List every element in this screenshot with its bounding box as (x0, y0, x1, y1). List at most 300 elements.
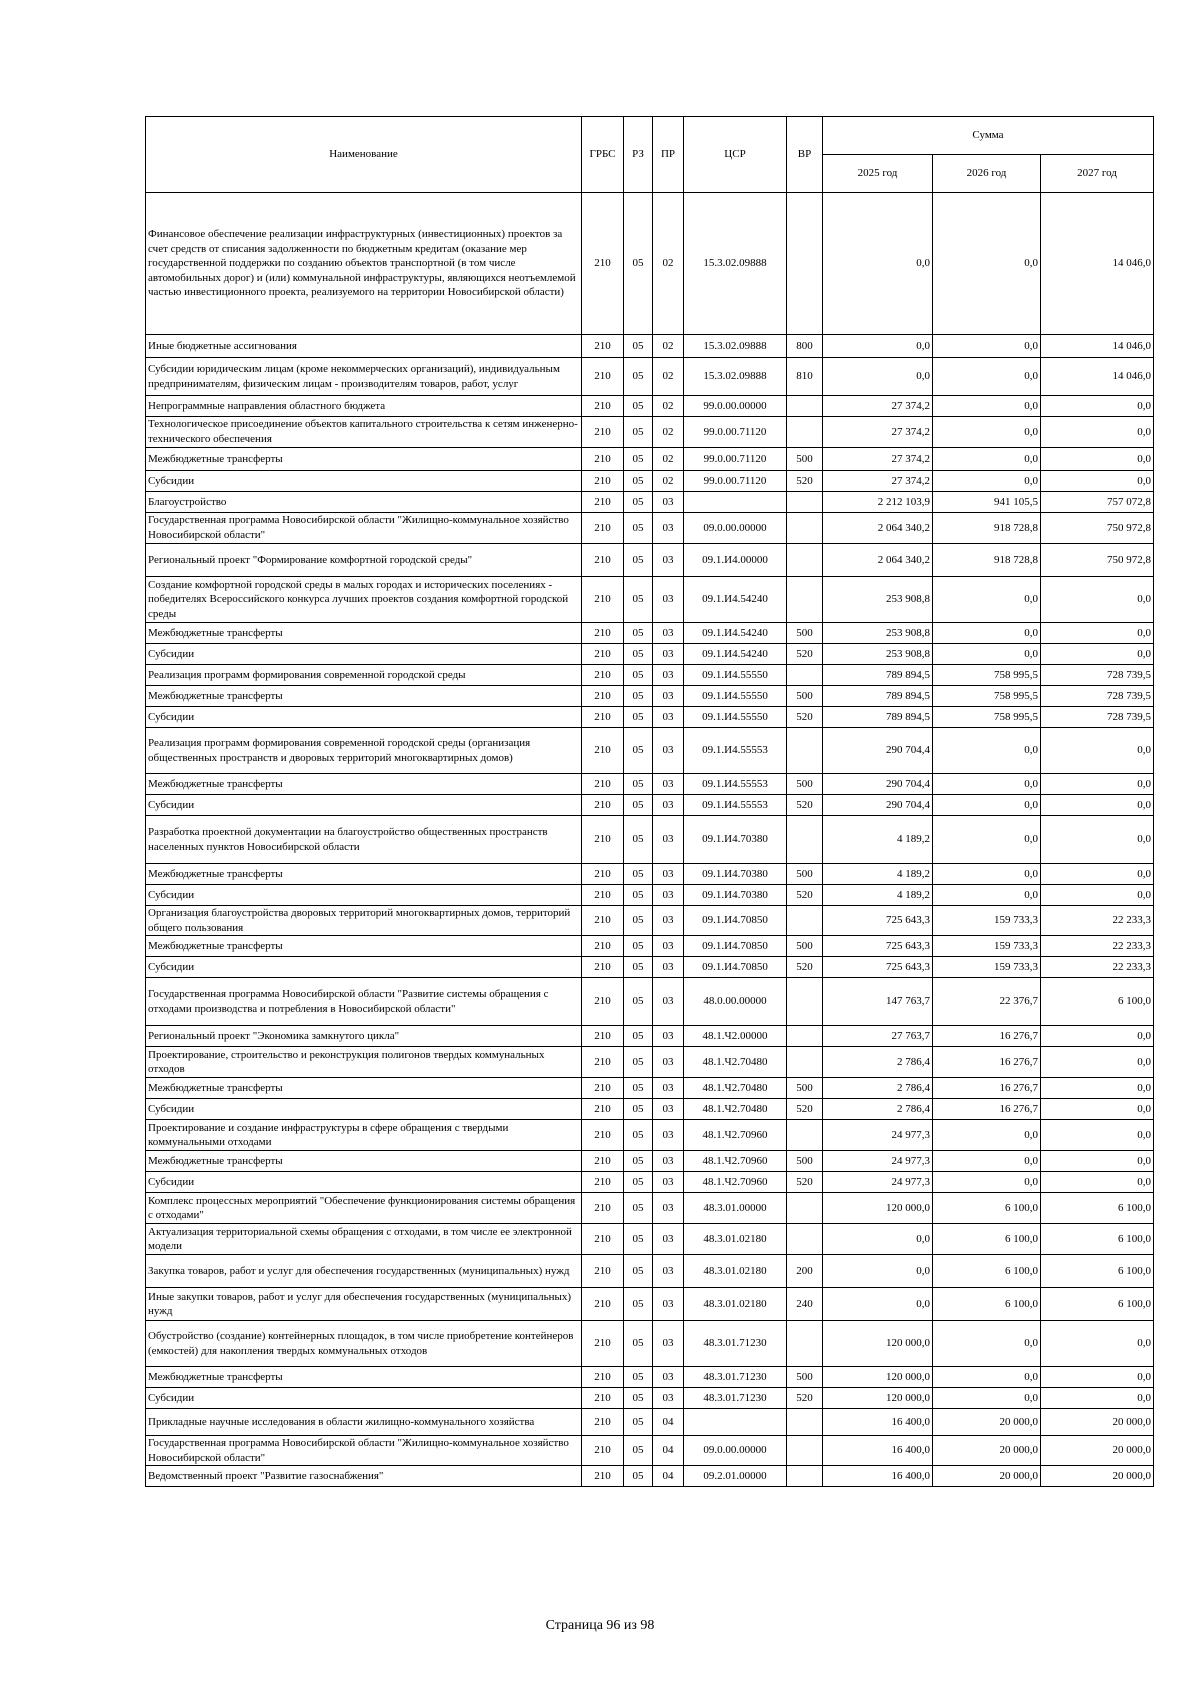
cell-csr: 99.0.00.71120 (684, 448, 787, 471)
cell-s2025: 16 400,0 (823, 1466, 933, 1487)
cell-pr: 03 (653, 936, 684, 957)
cell-name: Актуализация территориальной схемы обращения с отходами, в том числе ее электронной модели (146, 1224, 582, 1255)
cell-s2026: 16 276,7 (933, 1078, 1041, 1099)
cell-pr: 03 (653, 665, 684, 686)
table-body (146, 193, 1154, 1487)
cell-csr: 09.1.И4.70380 (684, 885, 787, 906)
cell-vr: 500 (787, 774, 823, 795)
cell-s2025: 2 064 340,2 (823, 513, 933, 544)
cell-s2027: 6 100,0 (1041, 1255, 1154, 1288)
cell-vr (787, 1193, 823, 1224)
cell-name: Непрограммные направления областного бюджета (146, 396, 582, 417)
cell-csr: 15.3.02.09888 (684, 335, 787, 358)
cell-csr: 09.1.И4.55550 (684, 665, 787, 686)
cell-name: Закупка товаров, работ и услуг для обеспечения государственных (муниципальных) нужд (146, 1255, 582, 1288)
cell-rz: 05 (624, 1224, 653, 1255)
cell-s2026: 0,0 (933, 1172, 1041, 1193)
cell-vr: 200 (787, 1255, 823, 1288)
cell-pr: 02 (653, 448, 684, 471)
cell-pr: 04 (653, 1466, 684, 1487)
cell-rz: 05 (624, 1367, 653, 1388)
cell-s2026: 0,0 (933, 577, 1041, 623)
cell-csr: 09.0.00.00000 (684, 1436, 787, 1466)
cell-s2026: 0,0 (933, 193, 1041, 335)
cell-s2027: 20 000,0 (1041, 1409, 1154, 1436)
cell-vr (787, 978, 823, 1026)
cell-rz: 05 (624, 335, 653, 358)
cell-csr: 48.1.Ч2.70480 (684, 1047, 787, 1078)
cell-vr: 500 (787, 623, 823, 644)
cell-s2027: 0,0 (1041, 1099, 1154, 1120)
cell-s2026: 941 105,5 (933, 492, 1041, 513)
table-row (146, 728, 1154, 774)
cell-name: Субсидии (146, 1388, 582, 1409)
cell-rz: 05 (624, 1288, 653, 1321)
cell-grbs: 210 (582, 492, 624, 513)
cell-s2025: 290 704,4 (823, 774, 933, 795)
cell-name: Иные закупки товаров, работ и услуг для обеспечения государственных (муниципальных) нужд (146, 1288, 582, 1321)
cell-rz: 05 (624, 978, 653, 1026)
cell-pr: 03 (653, 492, 684, 513)
cell-vr (787, 1224, 823, 1255)
cell-pr: 03 (653, 1288, 684, 1321)
cell-name: Ведомственный проект "Развитие газоснабжения" (146, 1466, 582, 1487)
cell-rz: 05 (624, 1172, 653, 1193)
cell-vr (787, 513, 823, 544)
cell-s2026: 6 100,0 (933, 1255, 1041, 1288)
cell-s2025: 27 374,2 (823, 417, 933, 448)
cell-s2027: 0,0 (1041, 396, 1154, 417)
cell-s2026: 918 728,8 (933, 544, 1041, 577)
cell-name: Межбюджетные трансферты (146, 774, 582, 795)
cell-vr (787, 816, 823, 864)
table-row (146, 864, 1154, 885)
cell-csr: 15.3.02.09888 (684, 193, 787, 335)
cell-csr (684, 492, 787, 513)
cell-name: Субсидии юридическим лицам (кроме некоммерческих организаций), индивидуальным предпринимателям, физическим лицам - производителям товаров, работ, услуг (146, 358, 582, 396)
cell-name: Межбюджетные трансферты (146, 1151, 582, 1172)
table-row (146, 1255, 1154, 1288)
table-row (146, 1193, 1154, 1224)
cell-rz: 05 (624, 417, 653, 448)
cell-vr: 500 (787, 686, 823, 707)
cell-name: Реализация программ формирования современной городской среды (146, 665, 582, 686)
cell-grbs: 210 (582, 1436, 624, 1466)
cell-s2027: 6 100,0 (1041, 978, 1154, 1026)
cell-csr: 09.1.И4.70380 (684, 816, 787, 864)
cell-s2026: 758 995,5 (933, 686, 1041, 707)
table-row (146, 1099, 1154, 1120)
cell-s2026: 0,0 (933, 728, 1041, 774)
cell-rz: 05 (624, 193, 653, 335)
cell-s2026: 6 100,0 (933, 1224, 1041, 1255)
cell-grbs: 210 (582, 816, 624, 864)
cell-s2026: 0,0 (933, 1151, 1041, 1172)
header-name: Наименование (146, 117, 582, 193)
cell-s2027: 6 100,0 (1041, 1224, 1154, 1255)
cell-s2027: 0,0 (1041, 1078, 1154, 1099)
cell-pr: 03 (653, 957, 684, 978)
cell-grbs: 210 (582, 978, 624, 1026)
cell-pr: 03 (653, 795, 684, 816)
cell-s2026: 0,0 (933, 471, 1041, 492)
cell-rz: 05 (624, 728, 653, 774)
cell-s2026: 758 995,5 (933, 665, 1041, 686)
cell-s2027: 0,0 (1041, 417, 1154, 448)
cell-s2027: 0,0 (1041, 1026, 1154, 1047)
cell-pr: 04 (653, 1409, 684, 1436)
cell-s2027: 0,0 (1041, 448, 1154, 471)
cell-csr: 48.3.01.02180 (684, 1224, 787, 1255)
table-row (146, 644, 1154, 665)
cell-vr: 520 (787, 957, 823, 978)
table-row (146, 1288, 1154, 1321)
header-year-2027: 2027 год (1041, 155, 1154, 193)
cell-pr: 03 (653, 1255, 684, 1288)
cell-s2026: 0,0 (933, 448, 1041, 471)
cell-s2025: 290 704,4 (823, 795, 933, 816)
table-row (146, 1047, 1154, 1078)
cell-s2027: 0,0 (1041, 1367, 1154, 1388)
cell-grbs: 210 (582, 936, 624, 957)
cell-rz: 05 (624, 686, 653, 707)
cell-vr: 520 (787, 1099, 823, 1120)
cell-s2026: 0,0 (933, 1388, 1041, 1409)
cell-pr: 03 (653, 1047, 684, 1078)
cell-s2027: 0,0 (1041, 1388, 1154, 1409)
cell-csr: 09.1.И4.70850 (684, 906, 787, 936)
cell-csr: 48.3.01.02180 (684, 1255, 787, 1288)
cell-s2026: 0,0 (933, 864, 1041, 885)
cell-grbs: 210 (582, 358, 624, 396)
cell-name: Благоустройство (146, 492, 582, 513)
header-vr: ВР (787, 117, 823, 193)
table-row (146, 1436, 1154, 1466)
cell-csr: 48.3.01.71230 (684, 1321, 787, 1367)
cell-s2027: 6 100,0 (1041, 1193, 1154, 1224)
cell-csr: 99.0.00.00000 (684, 396, 787, 417)
cell-vr (787, 544, 823, 577)
cell-s2025: 0,0 (823, 1288, 933, 1321)
cell-csr: 09.1.И4.54240 (684, 623, 787, 644)
table-row (146, 957, 1154, 978)
cell-pr: 03 (653, 544, 684, 577)
cell-grbs: 210 (582, 417, 624, 448)
cell-s2026: 159 733,3 (933, 906, 1041, 936)
cell-grbs: 210 (582, 448, 624, 471)
cell-s2025: 725 643,3 (823, 936, 933, 957)
cell-s2027: 0,0 (1041, 885, 1154, 906)
cell-grbs: 210 (582, 1193, 624, 1224)
cell-name: Государственная программа Новосибирской области "Жилищно-коммунальное хозяйство Новосибирской области" (146, 1436, 582, 1466)
cell-rz: 05 (624, 885, 653, 906)
cell-grbs: 210 (582, 665, 624, 686)
cell-rz: 05 (624, 1388, 653, 1409)
cell-s2025: 24 977,3 (823, 1120, 933, 1151)
cell-pr: 02 (653, 358, 684, 396)
cell-pr: 03 (653, 577, 684, 623)
cell-csr: 09.1.И4.70380 (684, 864, 787, 885)
cell-grbs: 210 (582, 335, 624, 358)
cell-vr: 520 (787, 885, 823, 906)
cell-rz: 05 (624, 513, 653, 544)
cell-s2027: 0,0 (1041, 1047, 1154, 1078)
cell-vr: 810 (787, 358, 823, 396)
cell-s2027: 750 972,8 (1041, 544, 1154, 577)
cell-name: Межбюджетные трансферты (146, 1367, 582, 1388)
cell-s2027: 0,0 (1041, 816, 1154, 864)
cell-s2025: 24 977,3 (823, 1151, 933, 1172)
cell-grbs: 210 (582, 1367, 624, 1388)
header-sum: Сумма (823, 117, 1154, 155)
cell-s2025: 725 643,3 (823, 957, 933, 978)
cell-rz: 05 (624, 577, 653, 623)
cell-s2026: 22 376,7 (933, 978, 1041, 1026)
cell-s2025: 0,0 (823, 1255, 933, 1288)
cell-rz: 05 (624, 665, 653, 686)
table-row (146, 795, 1154, 816)
table-row (146, 774, 1154, 795)
cell-csr: 48.3.01.00000 (684, 1193, 787, 1224)
cell-pr: 03 (653, 1120, 684, 1151)
cell-rz: 05 (624, 1193, 653, 1224)
cell-s2025: 253 908,8 (823, 577, 933, 623)
cell-grbs: 210 (582, 957, 624, 978)
cell-grbs: 210 (582, 906, 624, 936)
cell-name: Финансовое обеспечение реализации инфраструктурных (инвестиционных) проектов за счет средств от списания задолженности по бюджетным кредитам (оказание мер государственной поддержки по созданию объектов транспортной (в том числе автомобильных дорог) и (или) коммунальной инфраструктуры, являющихся неотъемлемой частью инвестиционного проекта, реализуемого на территории Новосибирской области) (146, 193, 582, 335)
cell-s2025: 0,0 (823, 335, 933, 358)
table-row (146, 978, 1154, 1026)
cell-pr: 02 (653, 396, 684, 417)
cell-s2025: 120 000,0 (823, 1388, 933, 1409)
table-row (146, 1120, 1154, 1151)
cell-s2025: 290 704,4 (823, 728, 933, 774)
cell-pr: 03 (653, 1078, 684, 1099)
cell-name: Субсидии (146, 1099, 582, 1120)
header-csr: ЦСР (684, 117, 787, 193)
cell-rz: 05 (624, 957, 653, 978)
cell-pr: 03 (653, 686, 684, 707)
cell-rz: 05 (624, 774, 653, 795)
cell-csr: 99.0.00.71120 (684, 471, 787, 492)
cell-vr (787, 1120, 823, 1151)
cell-s2027: 0,0 (1041, 795, 1154, 816)
cell-grbs: 210 (582, 1409, 624, 1436)
cell-rz: 05 (624, 1255, 653, 1288)
cell-grbs: 210 (582, 396, 624, 417)
cell-vr: 500 (787, 448, 823, 471)
cell-name: Проектирование, строительство и реконструкция полигонов твердых коммунальных отходов (146, 1047, 582, 1078)
cell-csr: 48.3.01.71230 (684, 1367, 787, 1388)
cell-s2026: 758 995,5 (933, 707, 1041, 728)
cell-grbs: 210 (582, 1321, 624, 1367)
cell-grbs: 210 (582, 471, 624, 492)
cell-s2025: 2 786,4 (823, 1078, 933, 1099)
cell-s2025: 253 908,8 (823, 644, 933, 665)
cell-rz: 05 (624, 358, 653, 396)
cell-name: Межбюджетные трансферты (146, 448, 582, 471)
cell-s2027: 0,0 (1041, 728, 1154, 774)
cell-name: Субсидии (146, 885, 582, 906)
table-row (146, 1078, 1154, 1099)
table-row (146, 417, 1154, 448)
cell-s2026: 16 276,7 (933, 1047, 1041, 1078)
table-row (146, 816, 1154, 864)
cell-vr (787, 1026, 823, 1047)
cell-vr: 520 (787, 1388, 823, 1409)
cell-vr (787, 1409, 823, 1436)
table-row (146, 1151, 1154, 1172)
cell-grbs: 210 (582, 885, 624, 906)
table-header (146, 117, 1154, 193)
cell-grbs: 210 (582, 1255, 624, 1288)
cell-vr (787, 396, 823, 417)
table-row (146, 577, 1154, 623)
cell-rz: 05 (624, 864, 653, 885)
cell-rz: 05 (624, 644, 653, 665)
cell-s2025: 27 374,2 (823, 471, 933, 492)
cell-vr: 520 (787, 707, 823, 728)
cell-vr: 500 (787, 1078, 823, 1099)
cell-rz: 05 (624, 795, 653, 816)
cell-s2026: 0,0 (933, 1120, 1041, 1151)
cell-pr: 03 (653, 1099, 684, 1120)
cell-vr (787, 728, 823, 774)
cell-s2025: 0,0 (823, 193, 933, 335)
cell-vr (787, 1047, 823, 1078)
cell-s2026: 16 276,7 (933, 1099, 1041, 1120)
cell-s2025: 16 400,0 (823, 1409, 933, 1436)
cell-pr: 02 (653, 417, 684, 448)
cell-csr: 09.2.01.00000 (684, 1466, 787, 1487)
cell-s2027: 14 046,0 (1041, 358, 1154, 396)
cell-s2027: 0,0 (1041, 471, 1154, 492)
cell-s2026: 20 000,0 (933, 1436, 1041, 1466)
table-row (146, 1172, 1154, 1193)
cell-s2025: 120 000,0 (823, 1193, 933, 1224)
cell-s2027: 0,0 (1041, 1172, 1154, 1193)
cell-vr (787, 193, 823, 335)
cell-pr: 03 (653, 1388, 684, 1409)
table-row (146, 665, 1154, 686)
cell-csr: 48.1.Ч2.70480 (684, 1078, 787, 1099)
cell-grbs: 210 (582, 1388, 624, 1409)
cell-s2025: 27 763,7 (823, 1026, 933, 1047)
header-rz: РЗ (624, 117, 653, 193)
cell-pr: 03 (653, 774, 684, 795)
cell-pr: 03 (653, 513, 684, 544)
cell-vr: 520 (787, 471, 823, 492)
cell-s2026: 0,0 (933, 396, 1041, 417)
cell-name: Разработка проектной документации на благоустройство общественных пространств населенных пунктов Новосибирской области (146, 816, 582, 864)
table-row (146, 492, 1154, 513)
cell-s2026: 0,0 (933, 1321, 1041, 1367)
cell-s2027: 22 233,3 (1041, 906, 1154, 936)
cell-s2025: 0,0 (823, 358, 933, 396)
cell-rz: 05 (624, 1466, 653, 1487)
cell-s2027: 20 000,0 (1041, 1466, 1154, 1487)
cell-vr (787, 1436, 823, 1466)
cell-pr: 03 (653, 1026, 684, 1047)
cell-csr: 48.1.Ч2.70960 (684, 1151, 787, 1172)
cell-s2026: 0,0 (933, 335, 1041, 358)
cell-s2025: 120 000,0 (823, 1367, 933, 1388)
cell-rz: 05 (624, 1409, 653, 1436)
cell-pr: 02 (653, 471, 684, 492)
cell-rz: 05 (624, 1026, 653, 1047)
cell-csr: 09.1.И4.55553 (684, 774, 787, 795)
header-year-2025: 2025 год (823, 155, 933, 193)
cell-pr: 03 (653, 1172, 684, 1193)
cell-s2026: 0,0 (933, 885, 1041, 906)
cell-grbs: 210 (582, 1026, 624, 1047)
cell-vr: 500 (787, 864, 823, 885)
cell-s2026: 0,0 (933, 358, 1041, 396)
cell-rz: 05 (624, 816, 653, 864)
cell-rz: 05 (624, 1120, 653, 1151)
budget-table (145, 116, 1154, 1487)
cell-vr (787, 906, 823, 936)
cell-s2027: 22 233,3 (1041, 957, 1154, 978)
cell-s2026: 6 100,0 (933, 1193, 1041, 1224)
cell-name: Субсидии (146, 795, 582, 816)
cell-pr: 02 (653, 335, 684, 358)
cell-rz: 05 (624, 906, 653, 936)
cell-csr: 99.0.00.71120 (684, 417, 787, 448)
cell-name: Региональный проект "Формирование комфортной городской среды" (146, 544, 582, 577)
cell-s2025: 789 894,5 (823, 686, 933, 707)
cell-rz: 05 (624, 1099, 653, 1120)
cell-pr: 03 (653, 906, 684, 936)
cell-name: Комплекс процессных мероприятий "Обеспечение функционирования системы обращения с отходами" (146, 1193, 582, 1224)
header-grbs: ГРБС (582, 117, 624, 193)
cell-grbs: 210 (582, 1466, 624, 1487)
cell-csr: 48.1.Ч2.70960 (684, 1120, 787, 1151)
cell-vr: 520 (787, 795, 823, 816)
table-row (146, 1224, 1154, 1255)
cell-grbs: 210 (582, 1099, 624, 1120)
cell-s2027: 757 072,8 (1041, 492, 1154, 513)
header-year-2026: 2026 год (933, 155, 1041, 193)
cell-name: Межбюджетные трансферты (146, 623, 582, 644)
cell-name: Государственная программа Новосибирской области "Развитие системы обращения с отходами производства и потребления в Новосибирской области" (146, 978, 582, 1026)
cell-s2025: 24 977,3 (823, 1172, 933, 1193)
cell-csr: 48.1.Ч2.70960 (684, 1172, 787, 1193)
cell-pr: 03 (653, 1151, 684, 1172)
cell-grbs: 210 (582, 707, 624, 728)
cell-pr: 03 (653, 1224, 684, 1255)
table-row (146, 906, 1154, 936)
table-row (146, 1367, 1154, 1388)
cell-grbs: 210 (582, 644, 624, 665)
table-row (146, 544, 1154, 577)
table-row (146, 1321, 1154, 1367)
cell-s2027: 0,0 (1041, 774, 1154, 795)
cell-vr: 500 (787, 1367, 823, 1388)
cell-s2026: 6 100,0 (933, 1288, 1041, 1321)
cell-rz: 05 (624, 707, 653, 728)
cell-csr: 15.3.02.09888 (684, 358, 787, 396)
cell-rz: 05 (624, 1078, 653, 1099)
cell-grbs: 210 (582, 193, 624, 335)
cell-s2027: 22 233,3 (1041, 936, 1154, 957)
cell-s2025: 2 786,4 (823, 1047, 933, 1078)
cell-s2027: 728 739,5 (1041, 686, 1154, 707)
cell-grbs: 210 (582, 774, 624, 795)
cell-s2027: 0,0 (1041, 577, 1154, 623)
cell-grbs: 210 (582, 1078, 624, 1099)
cell-s2025: 4 189,2 (823, 864, 933, 885)
